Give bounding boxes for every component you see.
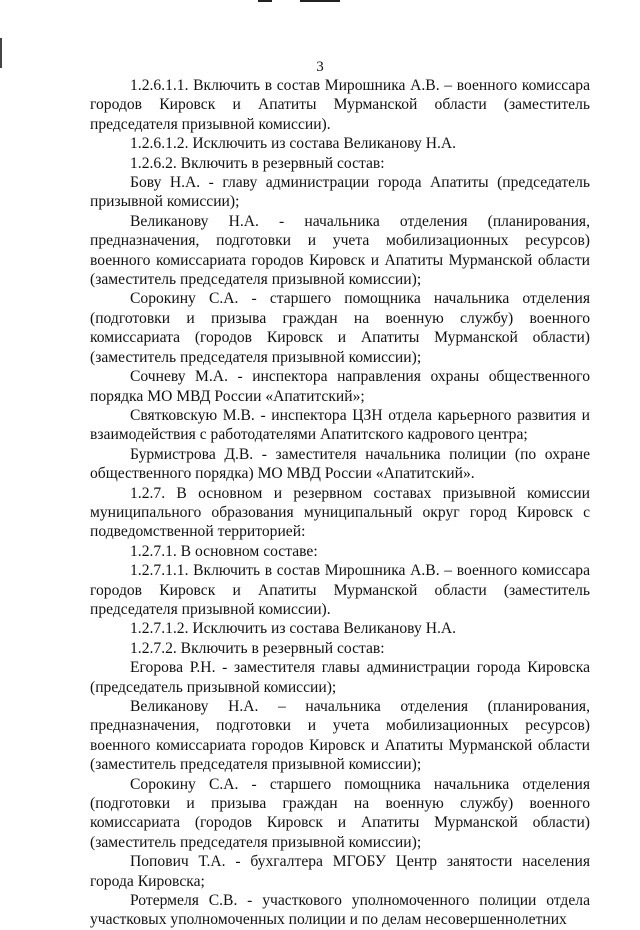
paragraph: 1.2.6.1.2. Исключить из состава Великанову Н.А. (130, 135, 457, 153)
paragraph: 1.2.7. В основном и резервном составах призывной комиссии муниципального образования муниципальный округ город Кировск с подведомственной территорией: (90, 484, 590, 541)
paragraph: 1.2.7.1.1. Включить в состав Мирошника А.В. – военного комиссара городов Кировск и Апатиты Мурманской области (заместитель председателя призывной комиссии). (90, 562, 590, 618)
page-number: 3 (316, 59, 324, 75)
paragraph: Бурмистрова Д.В. - заместителя начальника полиции (по охране общественного порядка) МО МВД России «Апатитский». (90, 445, 590, 483)
paragraph: Попович Т.А. - бухгалтера МГОБУ Центр занятости населения города Кировска; (90, 853, 590, 890)
paragraph: Великанову Н.А. - начальника отделения (планирования, предназначения, подготовки и учета мобилизационных ресурсов) военного комиссариата городов Кировск и Апатиты Мурманской области (заместитель председателя призывной комиссии); (90, 212, 590, 289)
scan-edge-mark (300, 0, 340, 2)
paragraph: Ротермеля С.В. - участкового уполномоченного полиции отдела участковых уполномоченных полиции и по делам несовершеннолетних (90, 892, 590, 929)
paragraph: 1.2.7.2. Включить в резервный состав: (130, 639, 385, 657)
paragraph: Егорова Р.Н. - заместителя главы администрации города Кировска (председатель призывной комиссии); (90, 659, 590, 696)
paragraph: Сорокину С.А. - старшего помощника начальника отделения (подготовки и призыва граждан на военную службу) военного комиссариата (городов Кировск и Апатиты Мурманской области) (заместитель председателя призывной комиссии); (90, 290, 590, 366)
paragraph: 1.2.6.1.1. Включить в состав Мирошника А.В. – военного комиссара городов Кировск и Апатиты Мурманской области (заместитель председателя призывной комиссии). (90, 77, 590, 133)
scan-edge-mark (258, 0, 272, 2)
paragraph: Бову Н.А. - главу администрации города Апатиты (председатель призывной комиссии); (90, 174, 590, 211)
paragraph: Святковскую М.В. - инспектора ЦЗН отдела карьерного развития и взаимодействия с работодателями Апатитского кадрового центра; (90, 406, 590, 444)
paragraph: Великанову Н.А. – начальника отделения (планирования, предназначения, подготовки и учета мобилизационных ресурсов) военного комиссариата городов Кировск и Апатиты Мурманской области (заместитель председателя призывной комиссии); (90, 698, 590, 774)
paragraph: 1.2.7.1. В основном составе: (130, 542, 318, 560)
paragraph: Сорокину С.А. - старшего помощника начальника отделения (подготовки и призыва граждан на военную службу) военного комиссариата (городов Кировск и Апатиты Мурманской области) (заместитель председателя призывной комиссии); (90, 775, 590, 851)
paragraph: 1.2.6.2. Включить в резервный состав: (130, 154, 385, 172)
paragraph: Сочневу М.А. - инспектора направления охраны общественного порядка МО МВД России «Апатитский»; (90, 368, 590, 405)
paragraph: 1.2.7.1.2. Исключить из состава Великанову Н.А. (130, 620, 457, 638)
document-body (90, 76, 590, 930)
